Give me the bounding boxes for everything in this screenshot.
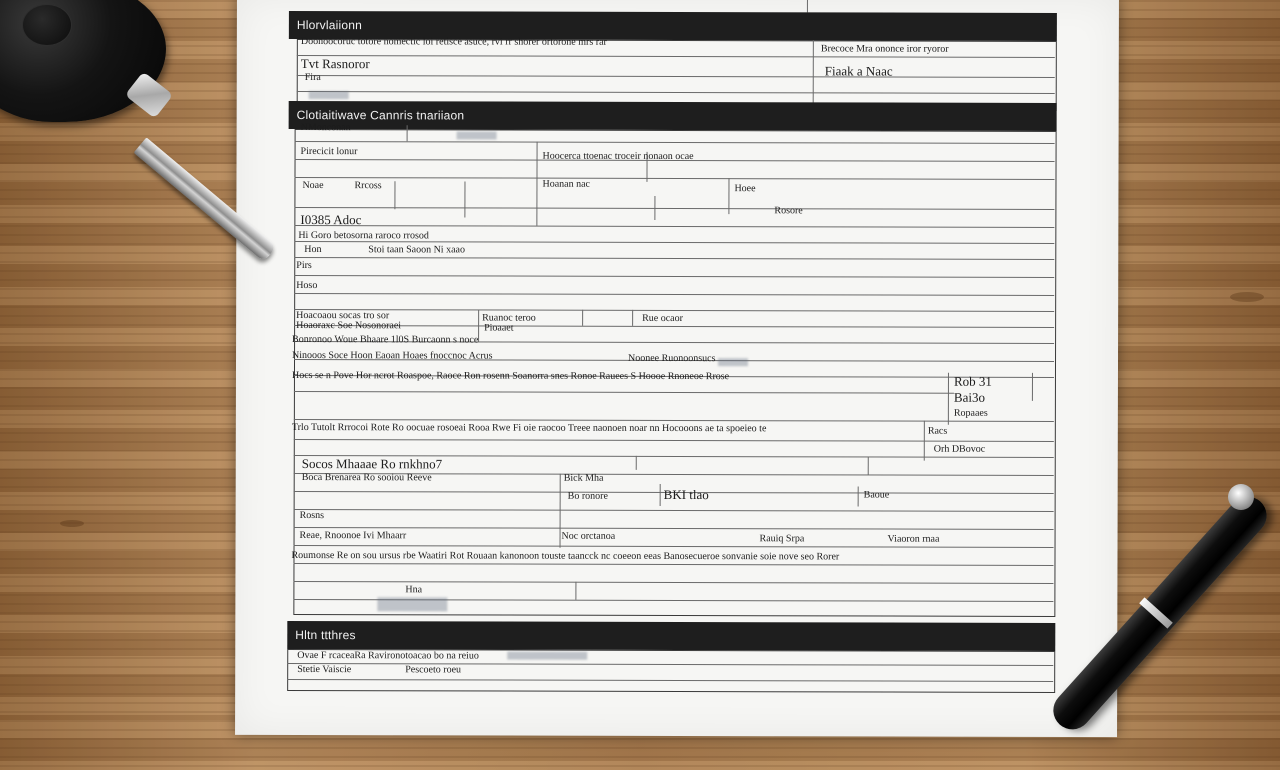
field-label: Bai3o [953,389,986,405]
field-label: Bick Mha [563,472,604,484]
field-label: Rosns [299,510,325,522]
smudge [507,652,587,660]
pen [1000,470,1280,770]
field-label: Roumonse Re on sou ursus rbe Waatiri Rot Rouaan kanonoon touste taancck nc coeeon eeas Banosecueroe sonvanie soie nove seo Rorer [291,549,840,563]
field-label: Rauiq Srpa [759,533,805,545]
smudge [457,131,497,139]
field-label: BKI tlao [663,486,709,503]
field-label: Baoue [863,489,890,501]
divider [858,486,859,506]
field-label: Hi Goro betosorna raroco rrosod [298,230,429,242]
wood-knot [1230,292,1264,302]
divider [813,40,814,108]
field-label: Bo ronore [567,490,608,502]
car-key [0,0,310,230]
divider [636,456,637,470]
divider [868,456,869,474]
field-label: Rrcoss [354,180,382,192]
field-label: Hna [405,584,423,596]
field-label: Hocs se n Pove Hor ncrot Roaspoe, Raoce Ron rosenn Soanorra snes Ronoe Rauees S Hoooe Rnoneoe Rrose [291,369,730,383]
field-label: Noae [302,180,324,192]
divider [1032,373,1033,401]
field-label: Racs [927,425,948,437]
field-label: Socos Mhaaae Ro rnkhno7 [301,456,443,472]
pen-tip [1228,484,1254,510]
field-label: Hoacoaou socas tro sor [296,310,390,322]
field-label: Bonronoo Woue Bhaare 1l0S Burcaonn s noce [292,333,479,346]
field-label: Noonee Ruonoonsucs [628,352,716,365]
field-label: Hoanan nac [542,178,590,190]
section-header-3 [287,621,1055,651]
section-header-2 [289,101,1057,134]
section-title: Hltn ttthres [295,628,356,643]
field-label: Hoso [296,280,318,292]
divider [575,582,576,600]
field-label: Boca Brenarea Ro sooiou Reeve [301,472,432,484]
field-label: Tvt Rasnoror [300,56,370,72]
field-label: Pirecicit lonur [300,146,358,158]
field-label: Doonoocoruc totore nomectic loi retisce asuce, rvi rr shorer ortorone mrs rar [300,36,607,48]
field-label: Ropaaes [953,407,988,419]
field-label: Hon [304,244,322,256]
section-title: Clotiaitiwave Cannris tnariiaon [296,108,465,123]
field-label: Pioaaet [484,322,514,334]
field-label: Ruanoc teroo [482,312,536,324]
form-body [287,0,1057,737]
field-label: Trlo Tutolt Rrrocoi Rote Ro oocuae rosoeai Rooa Rwe Fi oie raocoo Treee naonoen noar nn Hocooons ae ta spoeieo te [291,421,767,435]
smudge [718,358,748,366]
smudge [377,597,447,611]
divider [632,310,633,326]
field-label: Ovae F rcaceaRa Ravironotoacao bo na reiuo [297,650,479,662]
divider [807,0,808,12]
field-label: Hoee [734,183,756,195]
field-label: Viaoron rnaa [887,533,940,545]
field-label: Rob 31 [953,373,992,389]
divider [582,310,583,326]
smudge [309,91,349,99]
field-label: Hoocerca ttoenac troceir nonaon ocae [542,150,694,163]
field-label: Orh DBovoc [933,443,986,455]
key-fob-button [22,4,72,46]
divider [560,474,561,548]
field-label: Rosore [774,205,803,217]
divider [536,142,537,226]
key-blade [134,137,277,262]
field-label: Pescoeto roeu [405,664,462,676]
divider [654,196,655,220]
field-label: Reae, Rnoonoe Ivi Mhaarr [299,530,407,542]
field-label: Pirs [296,260,312,272]
field-label: NMonconan [300,122,351,134]
field-label: Fira [304,72,321,84]
section-title: Hlorvlaiionn [296,18,363,33]
divider [464,181,465,217]
field-label: Noc orctanoa [561,530,616,542]
divider [728,178,729,214]
field-label: Rue ocaor [642,312,683,325]
field-label: Brecoce Mra ononce iror ryoror [820,43,949,55]
field-label: Ninooos Soce Hoon Eaoan Hoaes fnoccnoc Acrus [292,349,493,362]
field-label: Fiaak a Naac [824,63,893,79]
divider [924,421,925,461]
field-label: Stetie Vaiscie [297,664,352,676]
divider [948,373,949,425]
divider [394,181,395,209]
paper-form-sheet [235,0,1119,737]
field-label: I0385 Adoc [300,212,362,228]
field-label: Hoaoraxc Soe Nosonoraei [296,320,402,332]
divider [407,125,408,141]
wood-knot [60,520,84,527]
field-label: Stoi taan Saoon Ni xaao [368,244,465,256]
divider [660,484,661,506]
